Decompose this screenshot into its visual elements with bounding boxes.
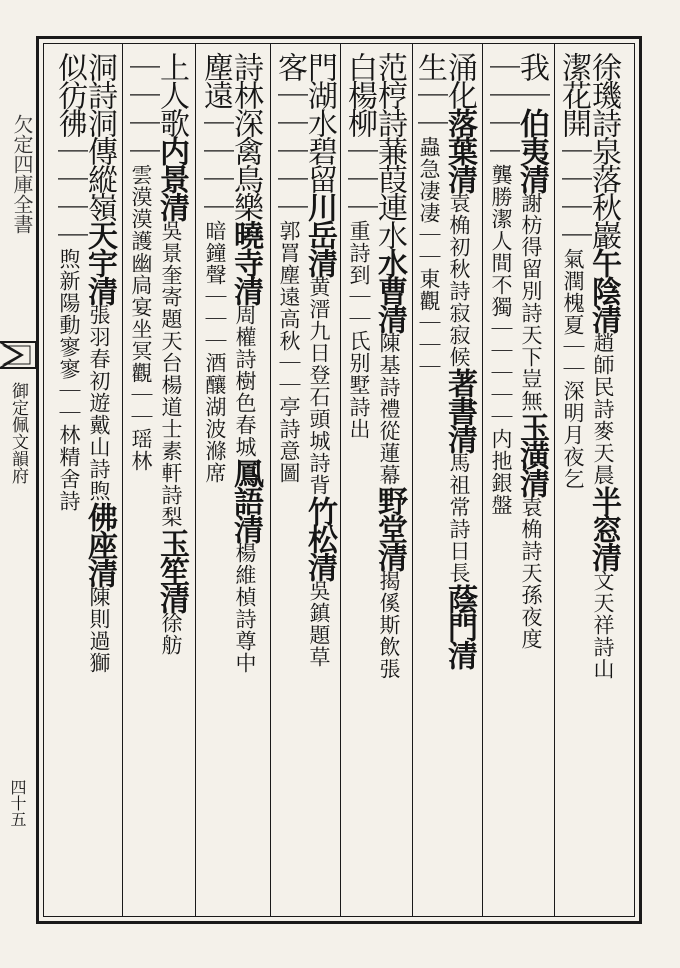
text-segment: 林精舍詩 [57,424,81,512]
text-segment: 馬祖常詩日長 [447,452,471,584]
text-segment: 龔勝潔人間不獨｜｜ [489,164,513,362]
headword: 水曹清 [372,248,407,332]
headword: 鳳語清 [228,458,263,542]
column-rule [412,44,413,916]
headword: 佛座清 [82,502,117,586]
text-segment: 門湖水碧留 [302,52,337,192]
text-column [272,52,307,484]
text-segment: 似彷彿｜｜｜｜ [52,52,87,248]
text-segment: 張羽春初遊戴山詩煦 [87,304,111,502]
text-segment: 氏别墅詩出 [347,330,371,440]
text-segment: 東觀｜｜｜ [417,268,441,378]
text-segment: 陳基詩禮從蓮幕 [377,332,401,486]
headword: 著書清 [442,368,477,452]
text-segment: 郭罥塵遠高秋｜｜ [277,220,301,396]
margin-top-label: 欠定四庫全書 [10,114,34,234]
fore-edge-margin [0,44,36,916]
text-column [124,52,159,472]
text-segment: 客｜｜｜｜｜ [272,52,307,220]
text-segment: 潔花開｜｜｜｜ [556,52,591,248]
headword: 竹松清 [302,496,337,580]
text-segment: 吳鎮題草 [307,580,331,668]
headword: 川岳清 [302,192,337,276]
margin-page-number: 四十五 [8,779,27,827]
text-segment: 謝枋得留別詩天下豈無 [519,192,543,412]
text-segment: 氣潤槐夏｜｜ [561,248,585,380]
text-column [514,52,549,650]
text-segment: 煦新陽動寥寥｜｜ [57,248,81,424]
headword: 曉寺清 [228,220,263,304]
column-rule [122,44,123,916]
headword: 天宇清 [82,220,117,304]
text-segment: 深明月夜乞 [561,380,585,490]
text-segment: 徐璣詩泉落秋巖 [586,52,621,248]
text-segment: 范梈詩蒹葭連水 [372,52,407,248]
text-column [82,52,117,674]
column-rule [195,44,196,916]
headword: 玉潢清 [514,412,549,496]
text-segment: 周權詩樹色春城 [233,304,257,458]
column-rule [482,44,483,916]
headword: 半窓清 [586,486,621,570]
text-segment: 黄溍九日登石頭城詩背 [307,276,331,496]
text-segment: 吳景奎寄題天台楊道士素軒詩梨 [159,220,183,528]
text-segment: 袁桷詩天孫夜度 [519,496,543,650]
text-segment: 詩林深禽鳥樂 [228,52,263,220]
headword: 玉笙清 [154,528,189,612]
column-rule [270,44,271,916]
text-segment: 瑶林 [129,428,153,472]
headword: 午陰清 [586,248,621,332]
text-segment: 洞詩洞傳縱嶺 [82,52,117,220]
column-rule [340,44,341,916]
text-segment: 蟲急凄凄｜｜ [417,136,441,268]
column-rule [554,44,555,916]
text-column [228,52,263,674]
text-segment: ｜｜｜｜ [484,52,519,164]
text-segment: 陳則過獅 [87,586,111,674]
text-column [198,52,233,484]
text-column [442,52,477,668]
text-segment: 趙師民詩麥天晨 [591,332,615,486]
text-segment: 雲漠漠護幽扃宴坐冥觀｜｜ [129,164,153,428]
text-segment: 徐舫 [159,612,183,656]
text-column [484,52,519,516]
text-column [342,52,377,440]
text-column [302,52,337,668]
fishtail-mark-icon [0,340,36,370]
text-segment: 揭傒斯飲張 [377,570,401,680]
headword: 落葉清 [442,108,477,192]
headword: 野堂清 [372,486,407,570]
headword: 蔭門清 [442,584,477,668]
text-segment: ｜｜｜内扡銀盤 [489,362,513,516]
text-column [586,52,621,680]
text-column [154,52,189,656]
margin-book-title: 御定佩文韻府 [8,382,28,484]
text-column [52,52,87,512]
headword: 内景清 [154,136,189,220]
headword: 伯夷清 [514,108,549,192]
text-column [412,52,447,378]
text-segment: 暗鐘聲｜｜｜ [203,220,227,352]
text-segment: 亭詩意圖 [277,396,301,484]
text-segment: 我｜ [514,52,549,108]
text-segment: 重詩到｜｜ [347,220,371,330]
text-column [556,52,591,490]
text-segment: 生｜｜ [412,52,447,136]
text-column [372,52,407,680]
text-segment: ｜｜｜｜ [124,52,159,164]
text-segment: 涌化 [442,52,477,108]
text-segment: 上人歌 [154,52,189,136]
text-segment: 楊維楨詩尊中 [233,542,257,674]
text-segment: 酒釀湖波滌席 [203,352,227,484]
text-segment: 白楊柳｜｜｜ [342,52,377,220]
text-segment: 文天祥詩山 [591,570,615,680]
text-segment: 袁桷初秋詩寂寂候 [447,192,471,368]
text-segment: 塵遠｜｜｜｜ [198,52,233,220]
